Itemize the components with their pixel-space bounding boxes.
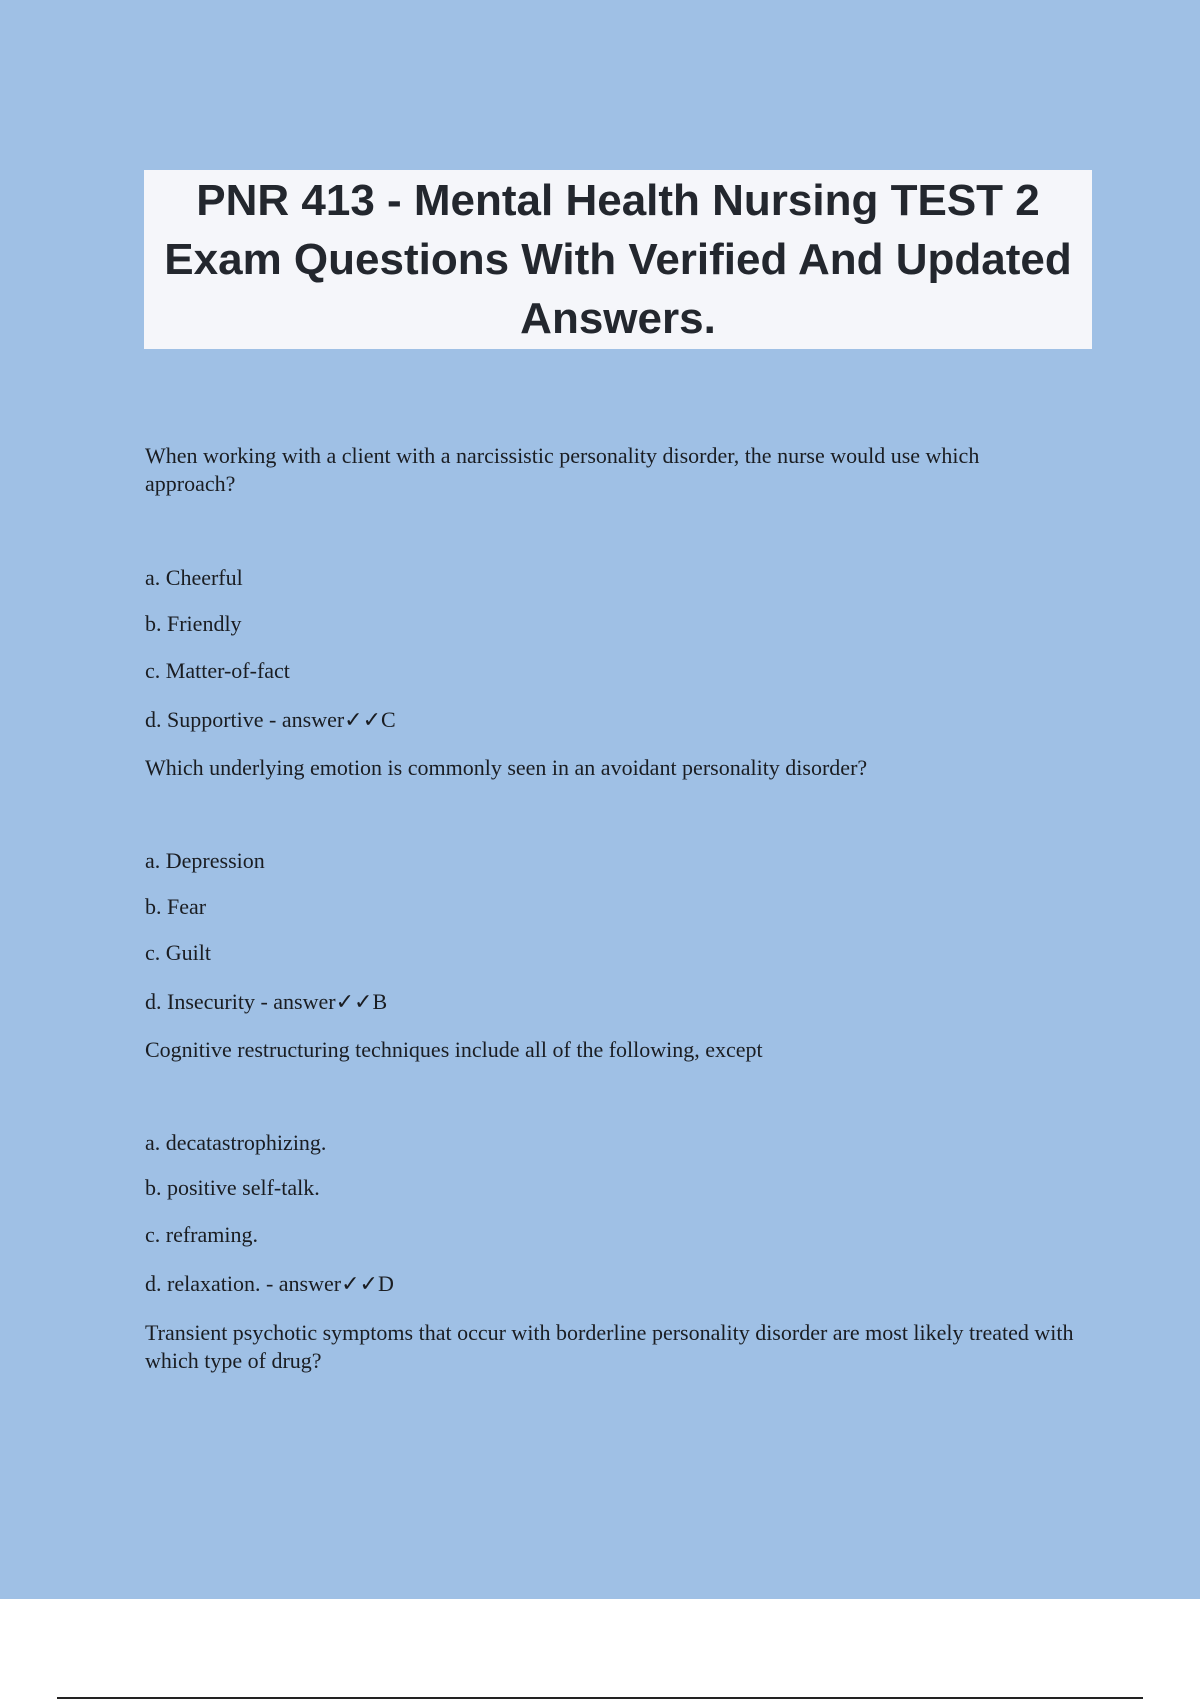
question-1-option-c: c. Matter-of-fact	[145, 658, 290, 683]
question-2-option-b: b. Fear	[145, 894, 207, 919]
question-2-option-d-answer: d. Insecurity - answer✓✓B	[145, 989, 388, 1014]
question-2-text: Which underlying emotion is commonly seen in an avoidant personality disorder?	[145, 755, 868, 780]
question-3-option-c: c. reframing.	[145, 1222, 258, 1247]
title-box	[144, 170, 1092, 349]
question-4-text: Transient psychotic symptoms that occur with borderline personality disorder are most likely treated with which type of drug?	[145, 1320, 1074, 1373]
question-3-option-a: a. decatastrophizing.	[145, 1130, 327, 1155]
question-1-option-b: b. Friendly	[145, 611, 242, 636]
question-3-option-b: b. positive self-talk.	[145, 1175, 320, 1200]
question-3-text: Cognitive restructuring techniques include all of the following, except	[145, 1037, 763, 1062]
question-2-option-a: a. Depression	[145, 848, 265, 873]
question-1-option-d-answer: d. Supportive - answer✓✓C	[145, 707, 396, 732]
question-3-option-d-answer: d. relaxation. - answer✓✓D	[145, 1271, 394, 1296]
question-2-option-c: c. Guilt	[145, 940, 211, 965]
footer-divider	[57, 1697, 1143, 1699]
question-1-option-a: a. Cheerful	[145, 565, 243, 590]
document-title: PNR 413 - Mental Health Nursing TEST 2 Exam Questions With Verified And Updated Answers.	[164, 176, 1072, 343]
question-1-text: When working with a client with a narcissistic personality disorder, the nurse would use which approach?	[145, 443, 980, 496]
